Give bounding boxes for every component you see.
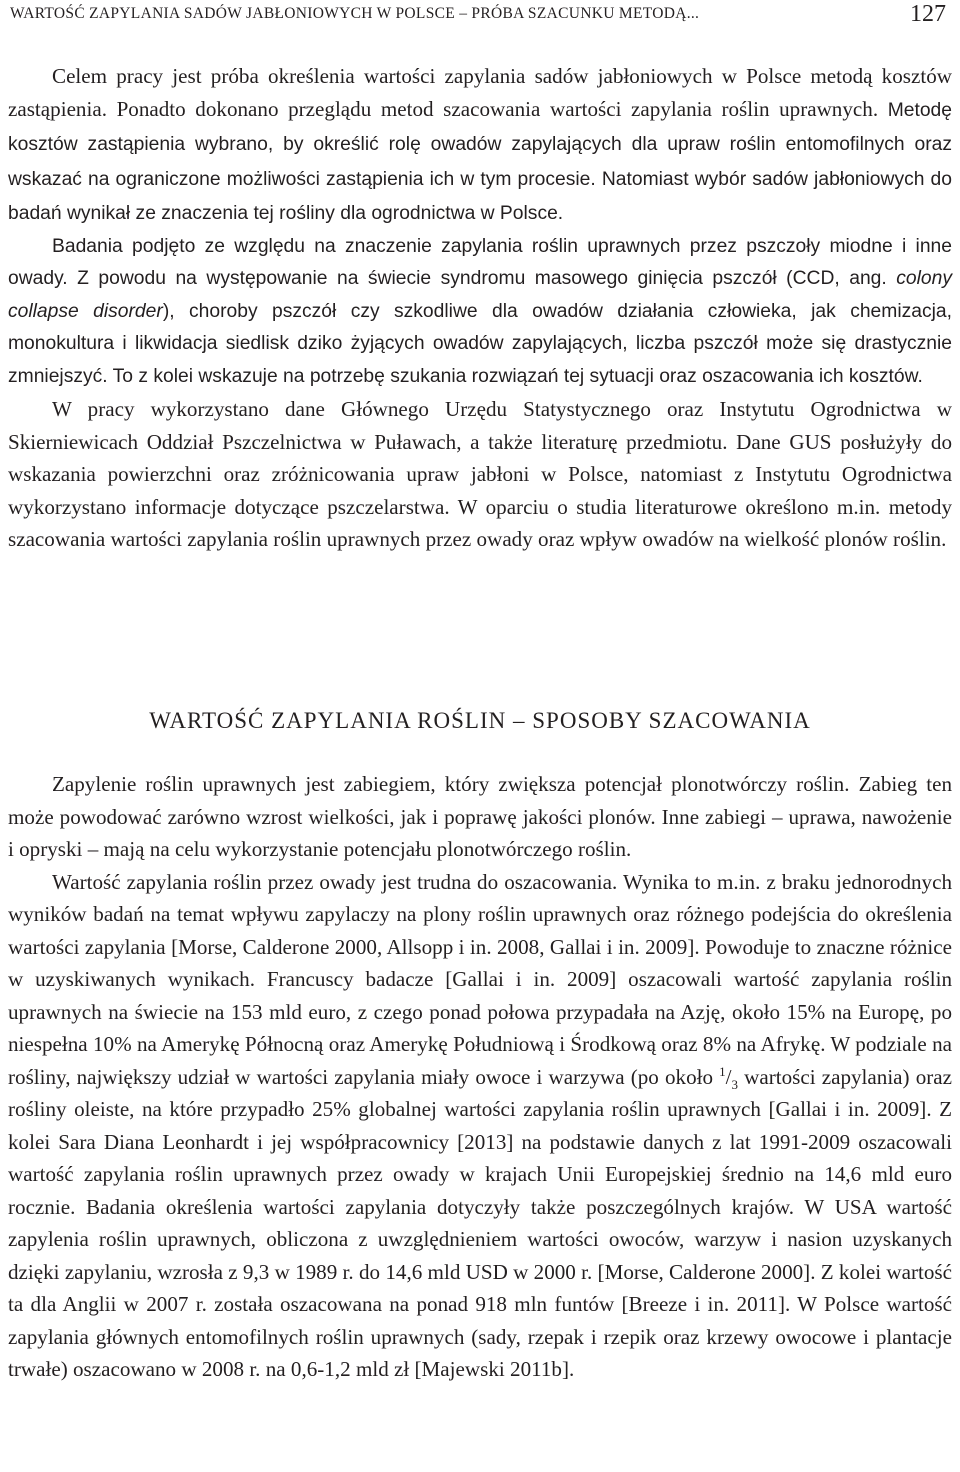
section-heading: WARTOŚĆ ZAPYLANIA ROŚLIN – SPOSOBY SZACOWANIA xyxy=(149,708,811,733)
intro-paragraph-3: W pracy wykorzystano dane Głównego Urzędu Statystycznego oraz Instytutu Ogrodnictwa w Skierniewicach Oddział Pszczelnictwa w Puławach, a także literaturę przedmiotu. Dane GUS posłużyły do wskazania powierzchni oraz zróżnicowania upraw jabłoni w Polsce, natomiast z Instytutu Ogrodnictwa wykorzystano informacje dotyczące pszczelarstwa. W oparciu o studia literaturowe określono m.in. metody szacowania wartości zapylania roślin uprawnych przez owady oraz wpływ owadów na wielkość plonów roślin. xyxy=(8,397,952,551)
intro-paragraph-2-end: ), choroby pszczół czy szkodliwe dla owadów działania człowieka, jak chemizacja, monokultura i likwidacja siedlisk dziko żyjących owadów zapylających, liczba pszczół może się drastycznie zmniejszyć. To z kolei wskazuje na potrzebę szukania rozwiązań tej sytuacji oraz oszacowania ich kosztów. xyxy=(8,300,952,387)
section-paragraph-2-end: wartości zapylania) oraz rośliny oleiste, na które przypadło 25% globalnej wartości zapylania roślin uprawnych [Gallai i in. 2009]. Z kolei Sara Diana Leonhardt i jej współpracownicy [2013] na podstawie danych z lat 1991-2009 oszacowali wartość zapylania roślin uprawnych przez owady w krajach Unii Europejskiej średnio na 14,6 mld euro rocznie. Badania określenia wartości zapylania dotyczyły także poszczególnych krajów. W USA wartość zapylenia roślin uprawnych, obliczona z uwzględnieniem wartości owoców, warzyw i nasion uzyskanych dzięki zapylaniu, wzrosła z 9,3 w 1989 r. do 14,6 mld USD w 2000 r. [Morse, Calderone 2000]. Z kolei wartość ta dla Anglii w 2007 r. została oszacowana na ponad 918 mln funtów [Breeze i in. 2011]. W Polsce wartość zapylania głównych entomofilnych roślin uprawnych (sady, rzepak i rzepik oraz krzewy owocowe i plantacje trwałe) oszacowano w 2008 r. na 0,6-1,2 mld zł [Majewski 2011b]. xyxy=(8,1064,952,1381)
intro-paragraph-1-serif: Celem pracy jest próba określenia wartości zapylania sadów jabłoniowych w Polsce metodą kosztów zastąpienia. Ponadto dokonano przeglądu metod szacowania wartości zapylania roślin uprawnych. xyxy=(8,64,952,121)
introduction-section xyxy=(8,60,952,556)
section-paragraph-2-start: Wartość zapylania roślin przez owady jest trudna do oszacowania. Wynika to m.in. z braku jednorodnych wyników badań na temat wpływu zapylaczy na plony roślin uprawnych oraz różnego podejścia do określenia wartości zapylania [Morse, Calderone 2000, Allsopp i in. 2008, Gallai i in. 2009]. Powoduje to znaczne różnice w uzyskiwanych wynikach. Francuscy badacze [Gallai i in. 2009] oszacowali wartość zapylania roślin uprawnych na świecie na 153 mld euro, z czego ponad połowa przypadała na Azję, około 15% na Europę, po niespełna 10% na Amerykę Północną oraz Amerykę Południową i Środkową oraz 8% na Afrykę. W podziale na rośliny, największy udział w wartości zapylania miały owoce i warzywa (po około xyxy=(8,869,952,1089)
pollination-value-section xyxy=(8,768,952,1386)
fraction-slash: / xyxy=(725,1064,732,1089)
fraction-numerator: 1 xyxy=(719,1063,726,1079)
section-paragraph-1: Zapylenie roślin uprawnych jest zabiegiem, który zwiększa potencjał plonotwórczy roślin. Zabieg ten może powodować zarówno wzrost wielkości, jak i poprawę jakości plonów. Inne zabiegi – uprawa, nawożenie i opryski – mają na celu wykorzystanie potencjału plonotwórczego roślin. xyxy=(8,772,952,861)
one-third-fraction xyxy=(719,1063,739,1092)
page-number: 127 xyxy=(910,1,946,27)
intro-paragraph-2 xyxy=(8,231,952,394)
running-head xyxy=(10,0,950,30)
intro-paragraph-1 xyxy=(8,60,952,231)
intro-paragraph-1-sans: Metodę kosztów zastąpienia wybrano, by określić rolę owadów zapylających dla upraw roślin entomofilnych oraz wskazać na ograniczone możliwości zastąpienia ich w tym procesie. Natomiast wybór sadów jabłoniowych do badań wynikał ze znaczenia tej rośliny dla ogrodnictwa w Polsce. xyxy=(8,99,952,224)
running-title: WARTOŚĆ ZAPYLANIA SADÓW JABŁONIOWYCH W POLSCE – PRÓBA SZACUNKU METODĄ... xyxy=(10,5,700,22)
intro-paragraph-2-start: Badania podjęto ze względu na znaczenie zapylania roślin uprawnych przez pszczoły miodne i inne owady. Z powodu na występowanie na świecie syndromu masowego ginięcia pszczół (CCD, ang. xyxy=(8,235,952,289)
intro-paragraph-2-italic-term: colony collapse disorder xyxy=(8,268,952,322)
fraction-denominator: 3 xyxy=(731,1076,739,1092)
section-paragraph-2 xyxy=(8,866,952,1386)
